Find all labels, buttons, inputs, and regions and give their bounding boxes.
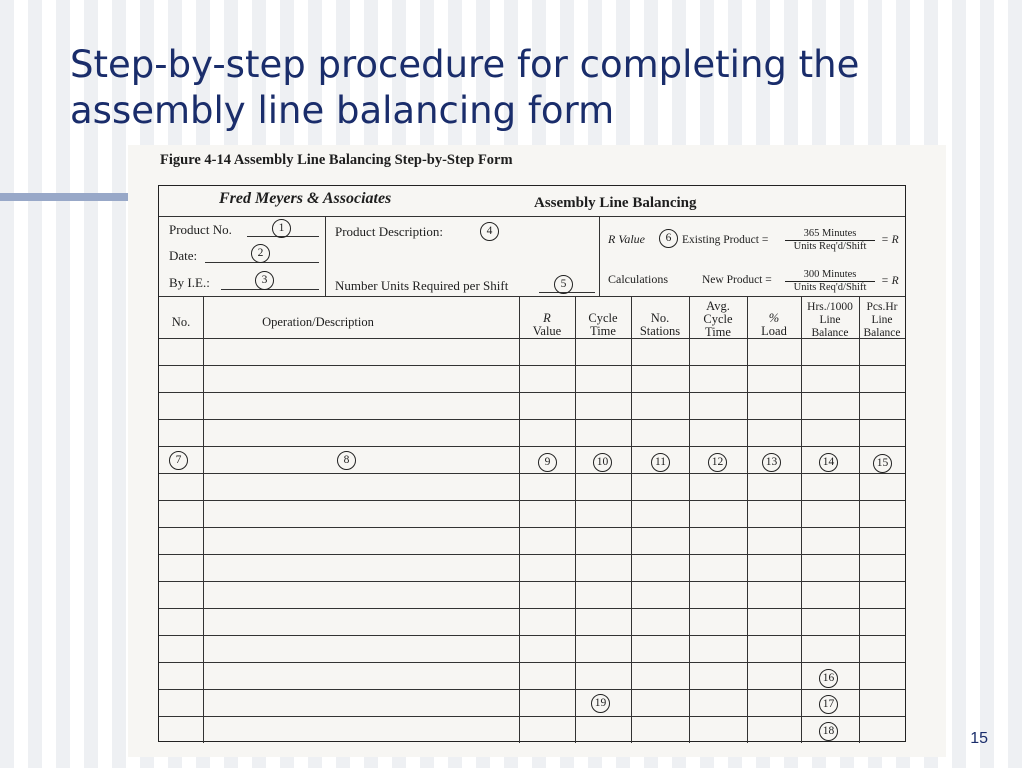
company-name: Fred Meyers & Associates (219, 190, 392, 207)
date-label: Date: (169, 248, 198, 263)
col-header-load-line1: % (768, 311, 780, 325)
marker-11: 11 (651, 453, 670, 472)
col-header-pcs-line-balance (859, 301, 905, 340)
marker-13: 13 (762, 453, 781, 472)
marker-6: 6 (659, 229, 678, 248)
col-header-no-text: No. (171, 315, 191, 329)
marker-2: 2 (251, 244, 270, 263)
existing-formula (785, 228, 875, 253)
calculations-label: Calculations (608, 272, 668, 286)
col-rule-1 (203, 296, 204, 743)
col-rule-4 (631, 296, 632, 743)
balancing-form (158, 185, 906, 742)
new-eq-r: = R (881, 275, 899, 287)
col-rule-3 (575, 296, 576, 743)
row-rule (159, 635, 905, 636)
col-header-r-value-line1: R (543, 311, 551, 325)
by-ie-label: By I.E.: (169, 275, 210, 290)
marker-5: 5 (554, 275, 573, 294)
marker-9: 9 (538, 453, 557, 472)
existing-eq-r: = R (881, 234, 899, 246)
marker-10: 10 (593, 453, 612, 472)
row-rule (159, 608, 905, 609)
col-header-stations (631, 312, 689, 338)
rule-info-2 (599, 216, 600, 296)
new-denominator: Units Req'd/Shift (793, 282, 867, 293)
marker-14: 14 (819, 453, 838, 472)
col-header-no (159, 316, 203, 329)
col-header-avg-cycle-line2: Cycle (703, 312, 733, 326)
scanned-figure (128, 145, 946, 757)
col-header-cycle-time-line1: Cycle (588, 311, 618, 325)
col-header-load (747, 312, 801, 338)
row-rule (159, 581, 905, 582)
marker-3: 3 (255, 271, 274, 290)
marker-1: 1 (272, 219, 291, 238)
existing-product-label: Existing Product = (682, 234, 769, 246)
row-rule (159, 662, 905, 663)
col-header-stations-line1: No. (650, 311, 670, 325)
col-header-avg-cycle (689, 300, 747, 339)
units-required-label: Number Units Required per Shift (335, 278, 509, 293)
new-product-label: New Product = (702, 274, 772, 286)
col-header-hrs-line2: Line (819, 314, 841, 326)
marker-16: 16 (819, 669, 838, 688)
col-header-cycle-time-line2: Time (590, 324, 616, 338)
marker-12: 12 (708, 453, 727, 472)
col-header-stations-line2: Stations (639, 324, 681, 338)
col-rule-6 (747, 296, 748, 743)
col-header-load-line2: Load (761, 324, 787, 338)
r-value-label: R Value (608, 232, 645, 246)
col-header-pcs-line2: Line (871, 314, 893, 326)
col-header-hrs-line3: Balance (811, 327, 849, 339)
row-rule (159, 446, 905, 447)
col-rule-2 (519, 296, 520, 743)
col-header-pcs-line3: Balance (863, 327, 901, 339)
marker-17: 17 (819, 695, 838, 714)
marker-18: 18 (819, 722, 838, 741)
col-header-pcs-line1: Pcs.Hr (866, 301, 898, 313)
product-description-label: Product Description: (335, 224, 443, 239)
by-ie-blank (221, 289, 319, 290)
col-header-avg-cycle-line1: Avg. (706, 299, 730, 313)
col-rule-7 (801, 296, 802, 743)
col-header-cycle-time (575, 312, 631, 338)
row-rule (159, 500, 905, 501)
col-header-r-value-line2: Value (532, 324, 562, 338)
marker-19: 19 (591, 694, 610, 713)
marker-4: 4 (480, 222, 499, 241)
row-rule (159, 365, 905, 366)
col-header-hrs-line1: Hrs./1000 (807, 301, 853, 313)
col-header-operation (203, 316, 433, 329)
row-rule (159, 392, 905, 393)
col-rule-8 (859, 296, 860, 743)
col-header-avg-cycle-line3: Time (705, 325, 731, 339)
accent-bar (0, 193, 128, 201)
col-header-hrs-line-balance (801, 301, 859, 340)
new-numerator: 300 Minutes (785, 269, 875, 282)
row-rule (159, 419, 905, 420)
new-formula (785, 269, 875, 294)
marker-8: 8 (337, 451, 356, 470)
row-rule (159, 554, 905, 555)
slide-title: Step-by-step procedure for completing the assembly line balancing form (70, 43, 860, 132)
col-rule-5 (689, 296, 690, 743)
col-header-r-value (519, 312, 575, 338)
rule-info-bottom (159, 296, 905, 297)
marker-15: 15 (873, 454, 892, 473)
figure-caption: Figure 4-14 Assembly Line Balancing Step-by-Step Form (160, 152, 513, 168)
existing-denominator: Units Req'd/Shift (793, 241, 867, 252)
product-no-label: Product No. (169, 222, 232, 237)
row-rule (159, 689, 905, 690)
marker-7: 7 (169, 451, 188, 470)
row-rule (159, 716, 905, 717)
col-header-operation-text: Operation/Description (262, 315, 374, 329)
row-rule (159, 527, 905, 528)
rule-info-1 (325, 216, 326, 296)
form-title: Assembly Line Balancing (534, 195, 697, 211)
row-rule (159, 473, 905, 474)
rule-header (159, 216, 905, 217)
existing-numerator: 365 Minutes (785, 228, 875, 241)
page-number: 15 (970, 730, 988, 747)
row-rule (159, 338, 905, 339)
